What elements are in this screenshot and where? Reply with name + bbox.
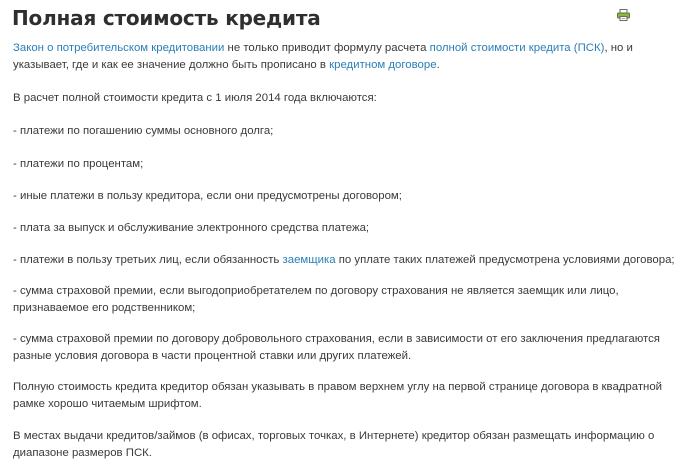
list-item: - плата за выпуск и обслуживание электронного средства платежа; bbox=[13, 222, 370, 234]
list-item: - платежи в пользу третьих лиц, если обязанность заемщика по уплате таких платежей предусмотрена условиями договора; bbox=[13, 254, 675, 266]
intro-line-2: указывает, где и как ее значение должно быть прописано в кредитном договоре. bbox=[13, 59, 440, 71]
list-item: - сумма страховой премии, если выгодоприобретателем по договору страхования не является заемщик или лицо, bbox=[13, 285, 619, 297]
paragraph-psk-range: В местах выдачи кредитов/займов (в офисах, торговых точках, в Интернете) кредитор обязан размещать информацию о bbox=[13, 430, 655, 442]
page-title: Полная стоимость кредита bbox=[12, 6, 321, 30]
list-intro: В расчет полной стоимости кредита с 1 июля 2014 года включаются: bbox=[13, 92, 377, 104]
link-full-credit-cost[interactable]: полной стоимости кредита (ПСК) bbox=[429, 42, 605, 54]
list-item: - платежи по процентам; bbox=[13, 158, 144, 170]
print-icon[interactable] bbox=[617, 9, 630, 21]
link-borrower[interactable]: заемщика bbox=[282, 254, 336, 266]
intro-line-1: Закон о потребительском кредитовании не только приводит формулу расчета полной стоимости кредита (ПСК), но и bbox=[13, 42, 633, 54]
list-item-continuation: разные условия договора в части процентной ставки или других платежей. bbox=[13, 350, 412, 362]
list-item: - платежи по погашению суммы основного долга; bbox=[13, 125, 274, 137]
list-item-continuation: признаваемое его родственником; bbox=[13, 302, 196, 314]
link-consumer-credit-law[interactable]: Закон о потребительском кредитовании bbox=[13, 42, 225, 54]
paragraph-psk-range-continuation: диапазоне размеров ПСК. bbox=[13, 447, 152, 459]
paragraph-psk-placement-continuation: рамке хорошо читаемым шрифтом. bbox=[13, 398, 202, 410]
list-item: - иные платежи в пользу кредитора, если они предусмотрены договором; bbox=[13, 190, 402, 202]
link-credit-agreement[interactable]: кредитном договоре bbox=[329, 59, 437, 71]
paragraph-psk-placement: Полную стоимость кредита кредитор обязан указывать в правом верхнем углу на первой странице договора в квадратной bbox=[13, 381, 663, 393]
list-item: - сумма страховой премии по договору добровольного страхования, если в зависимости от его заключения предлагаются bbox=[13, 333, 660, 345]
